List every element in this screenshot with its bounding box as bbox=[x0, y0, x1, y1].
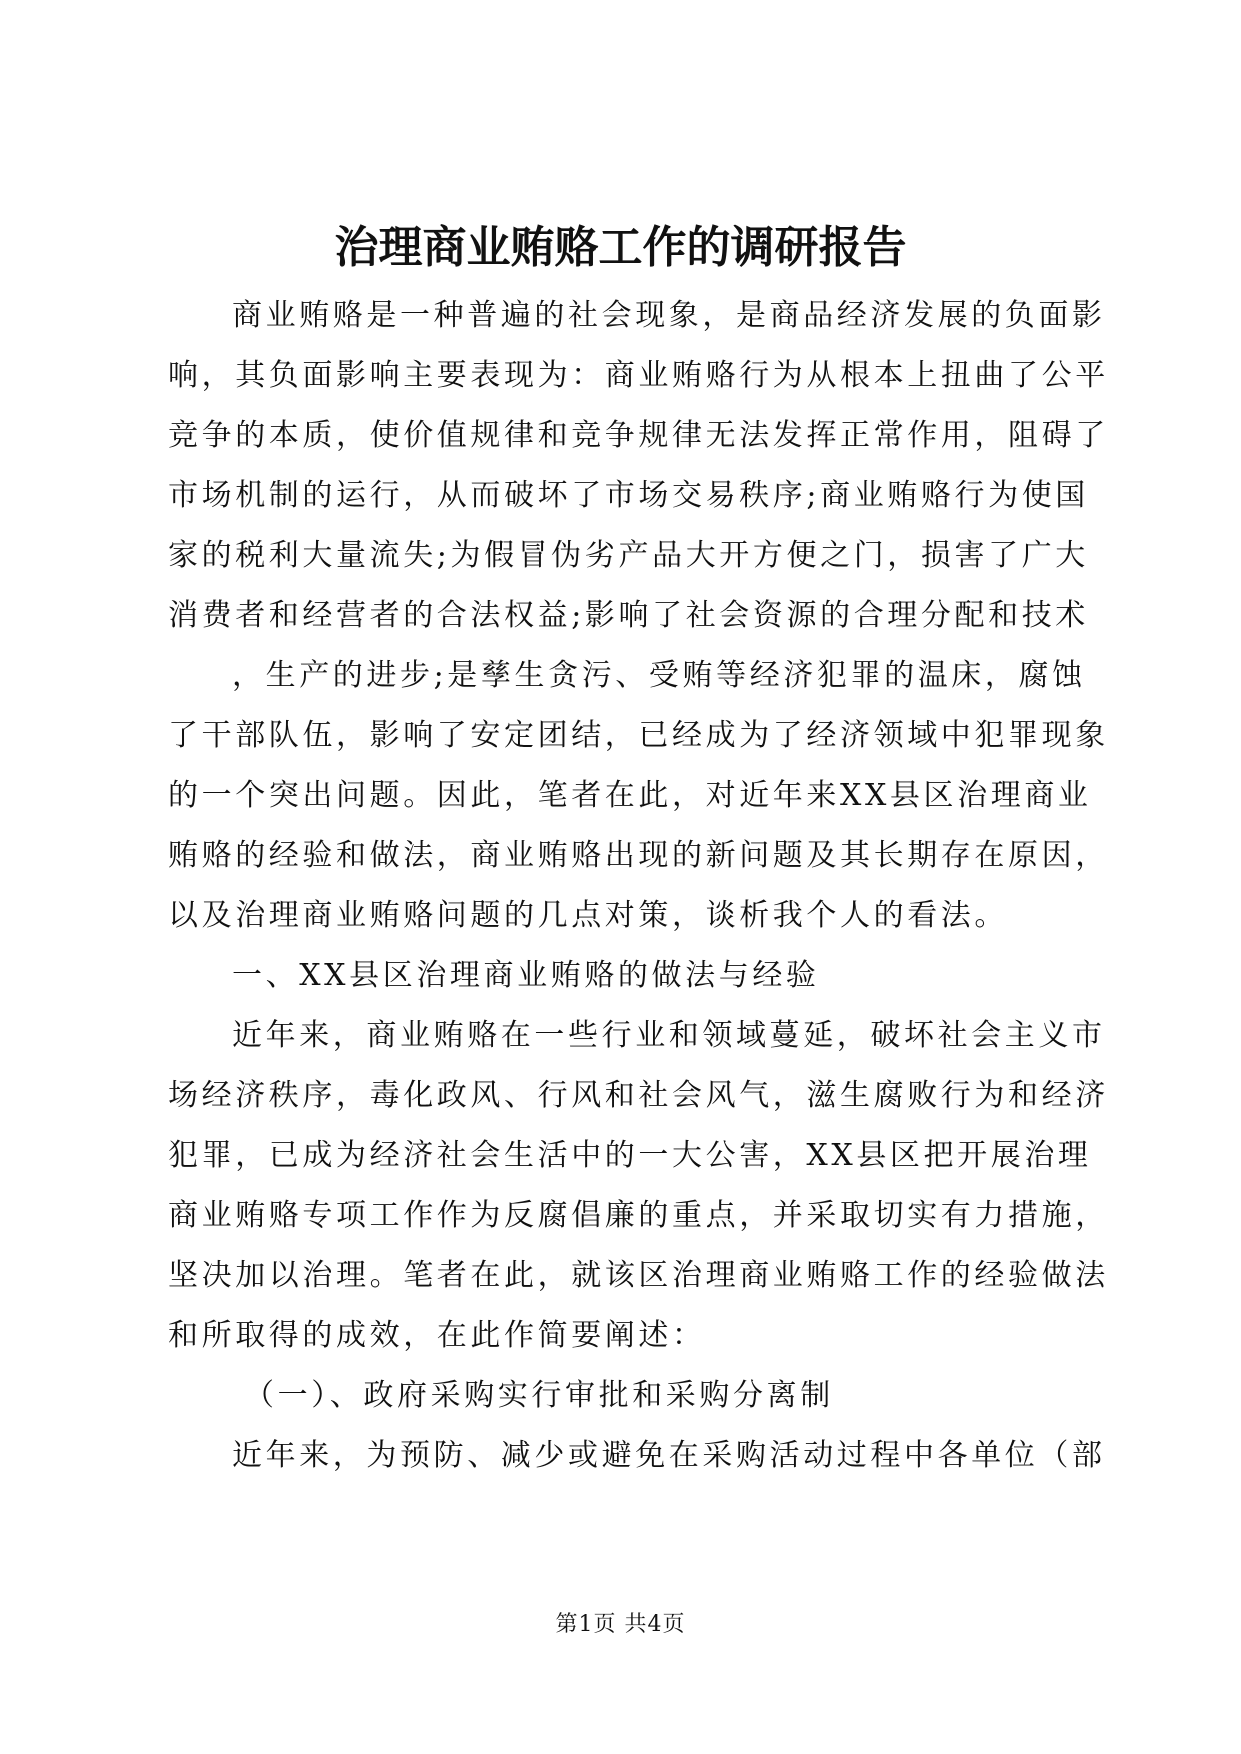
text-line: 以及治理商业贿赂问题的几点对策，谈析我个人的看法。 bbox=[168, 898, 1008, 933]
section-heading: 一、XX县区治理商业贿赂的做法与经验 bbox=[232, 958, 820, 993]
document-title: 治理商业贿赂工作的调研报告 bbox=[334, 222, 907, 273]
text-line: 坚决加以治理。笔者在此，就该区治理商业贿赂工作的经验做法 bbox=[168, 1258, 1109, 1293]
text-line: 家的税利大量流失;为假冒伪劣产品大开方便之门，损害了广大 bbox=[168, 538, 1089, 573]
text-line: 商业贿赂专项工作作为反腐倡廉的重点，并采取切实有力措施， bbox=[168, 1198, 1109, 1233]
text-line: 竞争的本质，使价值规律和竞争规律无法发挥正常作用，阻碍了 bbox=[168, 418, 1109, 453]
text-line: 贿赂的经验和做法，商业贿赂出现的新问题及其长期存在原因， bbox=[168, 838, 1109, 873]
text-line: 的一个突出问题。因此，笔者在此，对近年来XX县区治理商业 bbox=[168, 778, 1092, 813]
text-line: 消费者和经营者的合法权益;影响了社会资源的合理分配和技术 bbox=[168, 598, 1089, 633]
text-line: 近年来，商业贿赂在一些行业和领域蔓延，破坏社会主义市 bbox=[232, 1018, 1106, 1053]
text-line: 和所取得的成效，在此作简要阐述： bbox=[168, 1318, 706, 1353]
document-body bbox=[168, 286, 1109, 1486]
page-footer: 第1页 共4页 bbox=[555, 1612, 686, 1637]
text-line: 商业贿赂是一种普遍的社会现象，是商品经济发展的负面影 bbox=[232, 298, 1106, 333]
text-line: 犯罪，已成为经济社会生活中的一大公害，XX县区把开展治理 bbox=[168, 1138, 1092, 1173]
text-line: 场经济秩序，毒化政风、行风和社会风气，滋生腐败行为和经济 bbox=[168, 1078, 1109, 1113]
text-line: 了干部队伍，影响了安定团结，已经成为了经济领域中犯罪现象 bbox=[168, 718, 1109, 753]
text-line: 市场机制的运行，从而破坏了市场交易秩序;商业贿赂行为使国 bbox=[168, 478, 1089, 513]
text-line: ，生产的进步;是孳生贪污、受贿等经济犯罪的温床，腐蚀 bbox=[232, 658, 1086, 693]
text-line: 近年来，为预防、减少或避免在采购活动过程中各单位（部 bbox=[232, 1438, 1106, 1473]
subsection-heading: （一）、政府采购实行审批和采购分离制 bbox=[244, 1378, 834, 1413]
text-line: 响，其负面影响主要表现为：商业贿赂行为从根本上扭曲了公平 bbox=[168, 358, 1109, 393]
